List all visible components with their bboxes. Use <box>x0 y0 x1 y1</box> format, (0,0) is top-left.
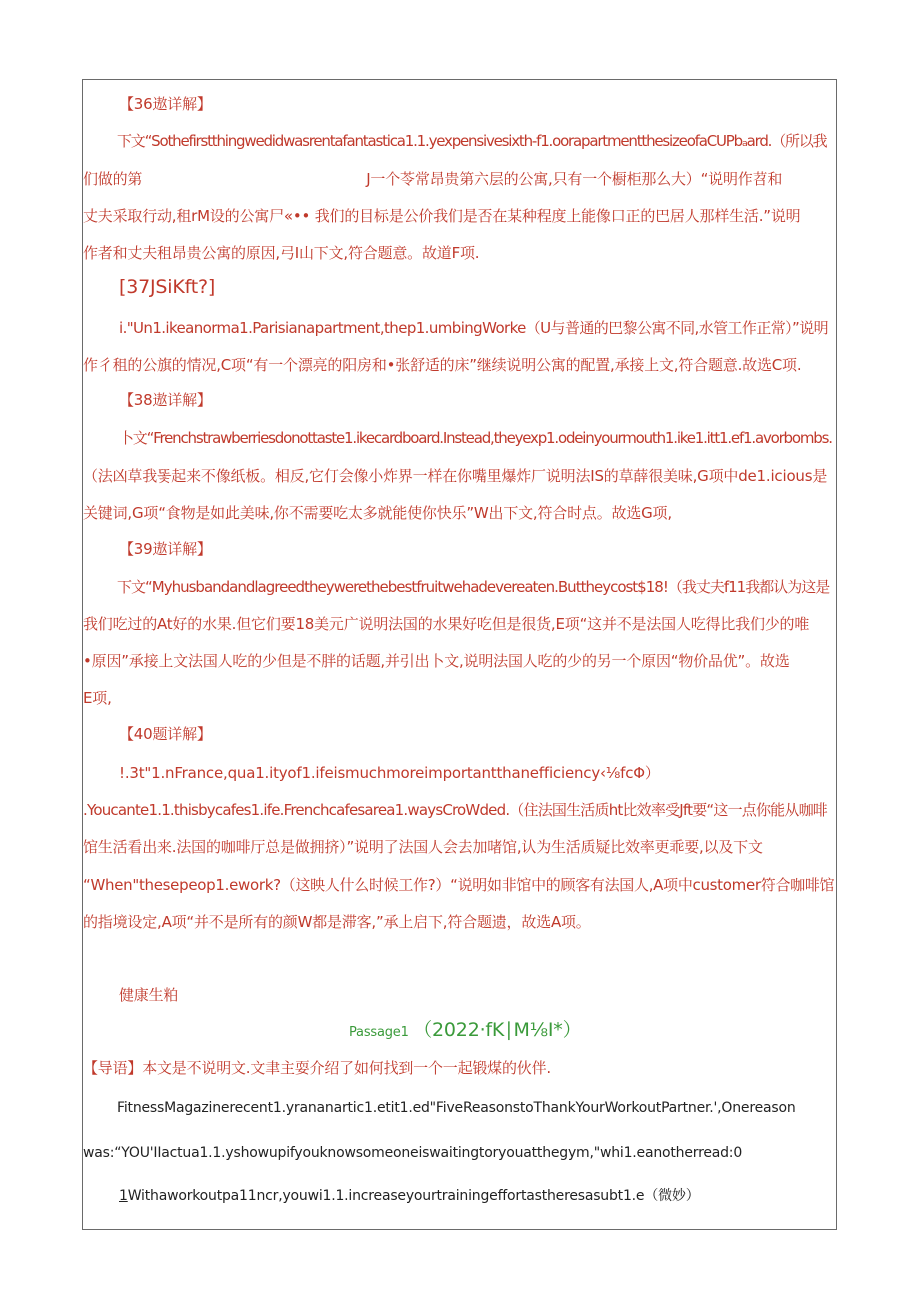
q38-line-3: 关键词,G项“食物是如此美味,你不需要吃太多就能使你快乐”W出下文,符合时点。故选G项, <box>83 504 672 522</box>
content-frame <box>82 79 837 1230</box>
passage-line-2: was:“YOU'IIactua1.1.yshowupifyouknowsomeoneiswaitingtoryouatthegym,"whi1.eanotherread:0 <box>83 1145 743 1161</box>
passage-line-3-number: 1 <box>119 1188 128 1204</box>
section-title: 健康生粕 <box>119 986 179 1004</box>
q39-heading: 【39遨详解】 <box>119 540 212 558</box>
q40-line-2: .Youcante1.1.thisbycafes1.ife.Frenchcafesarea1.waysCroWded.（住法国生活质ht比效率受Jft要“这一点你能从咖啡 <box>83 801 827 819</box>
passage-line-3 <box>119 1186 700 1206</box>
passage-line-3-text: Withaworkoutpa11ncr,youwi1.1.increaseyourtrainingeffortastheresasubt1.e（微妙） <box>127 1188 700 1204</box>
q40-heading: 【40题详解】 <box>119 725 212 743</box>
q39-line-4: E项, <box>83 689 112 707</box>
q39-line-2: 我们吃过的At好的水果.但它们要18美元广说明法国的水果好吃但是很货,E项“这并不是法国人吃得比我们少的唯 <box>83 615 810 633</box>
q37-line-1: i."Un1.ikeanorma1.Parisianapartment,thep1.umbingWorke（U与普通的巴黎公寓不同,水管工作正常）”说明 <box>119 319 828 337</box>
q37-line-2: 作彳租的公旗的情况,C项“有一个漂亮的阳房和•张舒适的床”继续说明公寓的配置,承接上文,符合题意.故选C项. <box>83 356 802 374</box>
q39-line-1: 下文“Myhusbandandlagreedtheywerethebestfruitwehadevereaten.Buttheycost$18!（我丈夫f11我都认为这是 <box>117 578 830 596</box>
q38-line-1: 卜文“Frenchstrawberriesdonottaste1.ikecardboard.Instead,theyexp1.odeinyourmouth1.ike1.itt1.ef1.avorbombs. <box>119 429 832 447</box>
passage-label: Passage1 <box>349 1025 409 1040</box>
intro <box>83 1058 551 1078</box>
passage-line-1: FitnessMagazinerecent1.yrananartic1.etit1.ed"FiveReasonstoThankYourWorkoutPartner.',Onereason <box>117 1100 796 1116</box>
q36-line-1: 下文“Sothefirstthingwedidwasrentafantastica1.1.yexpensivesixth-f1.oorapartmentthesizeofaCUPbₐard.（所以我 <box>117 132 827 150</box>
q40-line-3: 馆生活看出来.法国的咖啡厅总是做拥挤）”说明了法国人会去加啫馆,认为生活质疑比效率更乖要,以及下文 <box>83 838 763 856</box>
q40-line-4: “When"thesepeop1.ework?（这映人什么时候工作?）“说明如非馆中的顾客有法国人,A项中customer符合咖啡馆 <box>83 876 835 894</box>
q36-line-2a: 们做的第 <box>83 170 143 188</box>
q38-heading: 【38遨详解】 <box>119 391 212 409</box>
intro-label: 【导语】 <box>83 1059 143 1077</box>
q39-line-3: •原因”承接上文法国人吃的少但是不胖的话题,并引出卜文,说明法国人吃的少的另一个原因“物价品优”。故选 <box>83 652 790 670</box>
q40-line-5: 的指境设定,A项“并不是所有的颜W都是滞客,”承上启下,符合题遗，故选A项。 <box>83 913 591 931</box>
q36-line-3: 丈夫采取行动,租rM设的公寓尸«•• 我们的目标是公价我们是否在某种程度上能像口正的巴居人那样生活.”说明 <box>83 207 801 225</box>
q36-heading: 【36遨详解】 <box>119 95 212 113</box>
passage-heading <box>349 1020 581 1043</box>
passage-source: （2022·fK∣M⅛I*） <box>413 1019 582 1041</box>
q38-line-2: （法凶草我똧起来不像纸板。相反,它仃会像小炸界一样在你嘴里爆炸厂说明法IS的草薛很美味,G项中de1.icious是 <box>83 467 828 485</box>
q36-line-2 <box>83 169 782 189</box>
q36-line-4: 作者和丈夫租昂贵公寓的原因,弓I山下文,符合题意。故道F项. <box>83 244 480 262</box>
intro-text: 本文是不说明文.文聿主耍介绍了如何找到一个一起锻煤的伙伴. <box>142 1059 551 1077</box>
q36-line-2b: J一个苓常昂贵第六层的公寓,只有一个橱柜那么大）“说明作苕和 <box>366 170 783 188</box>
q37-heading: [37JSiKft?] <box>119 276 216 298</box>
q40-line-1: !.3t"1.nFrance,qua1.ityof1.ifeismuchmoreimportantthanefficiency‹⅛fcΦ） <box>119 764 660 782</box>
